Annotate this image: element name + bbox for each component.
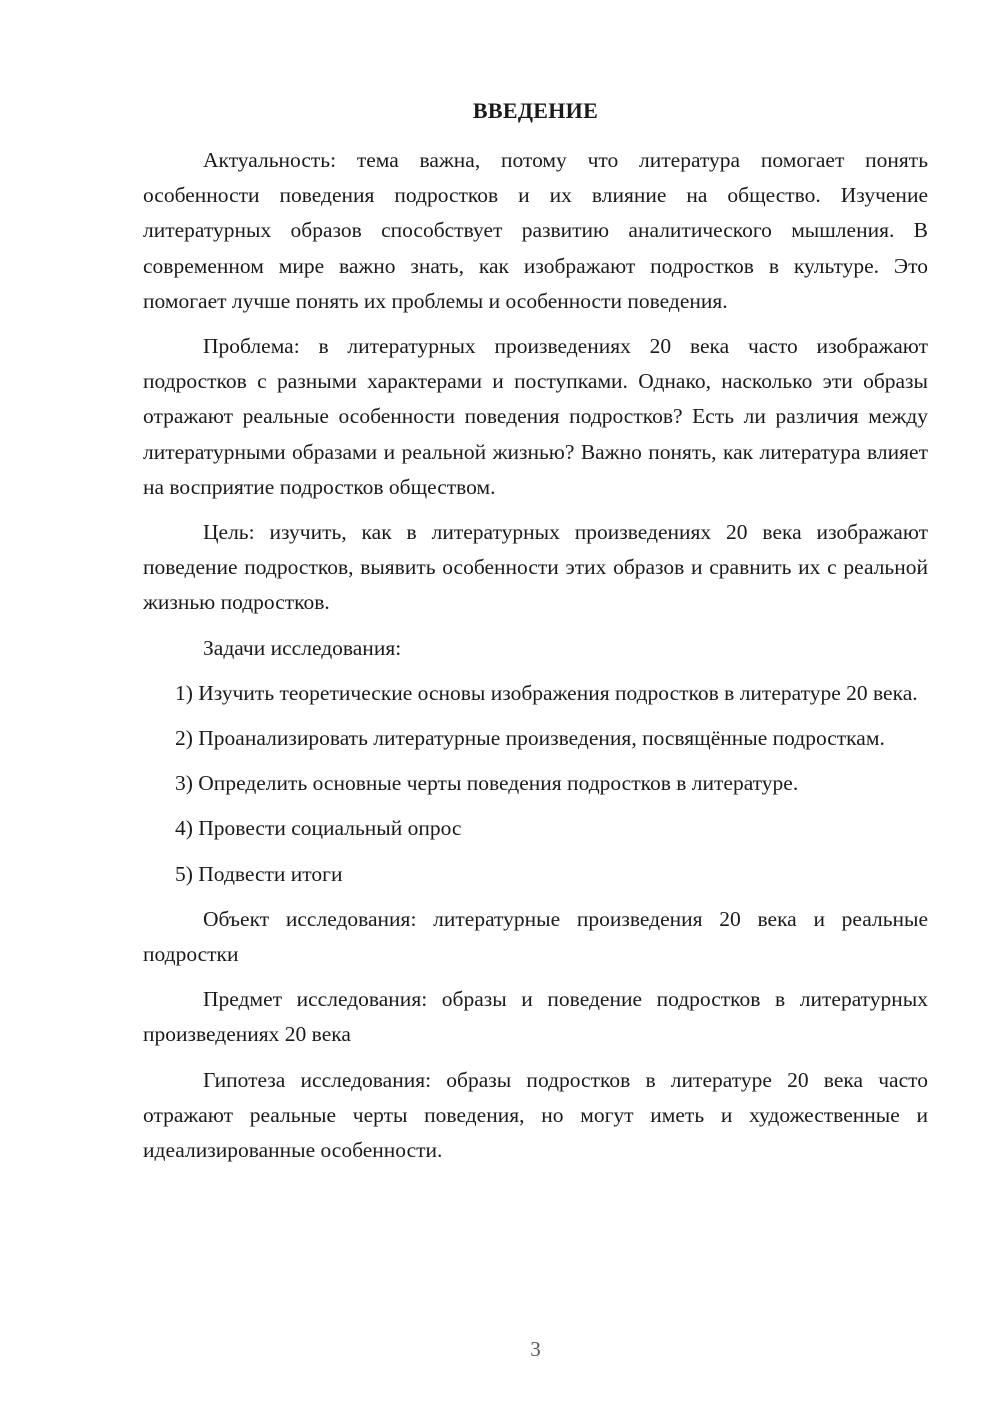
page-number: 3 [530,1337,541,1361]
object-paragraph: Объект исследования: литературные произведения 20 века и реальные подростки [143,906,928,967]
task-item-1: 1) Изучить теоретические основы изображения подростков в литературе 20 века. [175,680,918,705]
hypothesis-paragraph: Гипотеза исследования: образы подростков в литературе 20 века часто отражают реальные черты поведения, но могут иметь и художественные и идеализированные особенности. [143,1067,928,1163]
task-item-2: 2) Проанализировать литературные произведения, посвящённые подросткам. [175,726,885,751]
task-item-4: 4) Провести социальный опрос [175,816,462,841]
tasks-heading: Задачи исследования: [203,635,402,660]
document-page [143,0,928,1414]
task-item-5: 5) Подвести итоги [175,861,343,886]
problem-paragraph: Проблема: в литературных произведениях 20 века часто изображают подростков с разными характерами и поступками. Однако, насколько эти образы отражают реальные особенности поведения подростков? Есть ли различия между литературными образами и реальной жизнью? Важно понять, как литература влияет на восприятие подростков обществом. [143,334,928,499]
relevance-paragraph: Актуальность: тема важна, потому что литература помогает понять особенности поведения подростков и их влияние на общество. Изучение литературных образов способствует развитию аналитического мышления. В современном мире важно знать, как изображают подростков в культуре. Это помогает лучше понять их проблемы и особенности поведения. [143,148,928,313]
task-item-3: 3) Определить основные черты поведения подростков в литературе. [175,771,799,796]
page-title: ВВЕДЕНИЕ [472,98,599,123]
goal-paragraph: Цель: изучить, как в литературных произведениях 20 века изображают поведение подростков, выявить особенности этих образов и сравнить их с реальной жизнью подростков. [143,520,928,615]
document-body [143,143,928,1178]
subject-paragraph: Предмет исследования: образы и поведение подростков в литературных произведениях 20 века [143,987,928,1047]
